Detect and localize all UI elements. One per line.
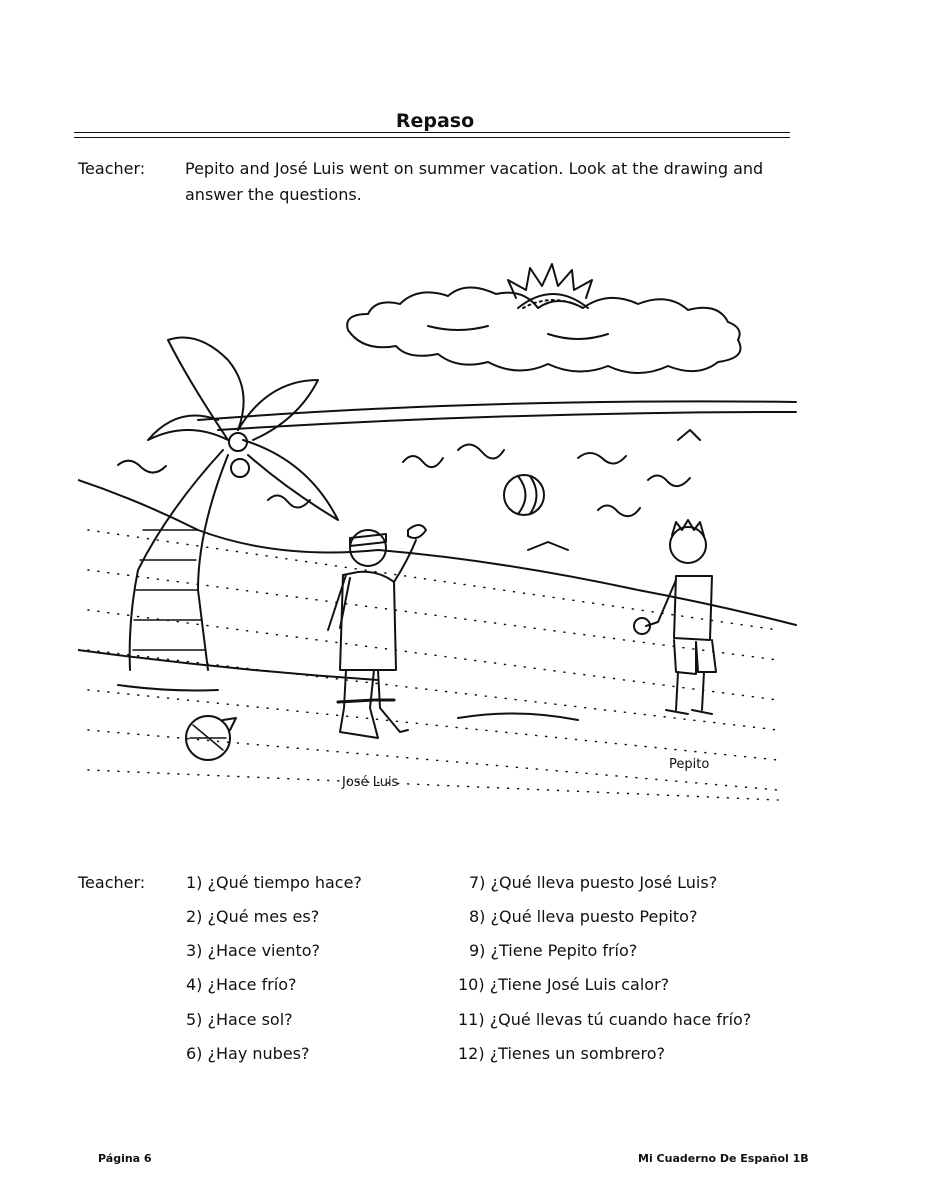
clouds [347, 287, 740, 373]
question-8: 8) ¿Qué lleva puesto Pepito? [469, 907, 698, 926]
beach-ball-icon [504, 475, 544, 515]
shark-fin-icon [678, 430, 700, 440]
question-10: 10) ¿Tiene José Luis calor? [458, 975, 670, 994]
intro-speaker: Teacher: [78, 159, 146, 178]
question-9: 9) ¿Tiene Pepito frío? [469, 941, 638, 960]
question-5: 5) ¿Hace sol? [186, 1010, 293, 1029]
jose-luis-figure [328, 525, 426, 738]
caption-jose-luis: José Luis [342, 775, 399, 790]
question-1: 1) ¿Qué tiempo hace? [186, 873, 362, 892]
question-11: 11) ¿Qué llevas tú cuando hace frío? [458, 1010, 752, 1029]
title-rule-bottom [74, 137, 790, 138]
beach-illustration [78, 230, 798, 810]
question-6: 6) ¿Hay nubes? [186, 1044, 310, 1063]
intro-text: Pepito and José Luis went on summer vacation. Look at the drawing and answer the questions. [185, 159, 764, 204]
ornament-ball-icon [186, 716, 236, 760]
pepito-figure [634, 520, 716, 714]
question-12: 12) ¿Tienes un sombrero? [458, 1044, 665, 1063]
question-7: 7) ¿Qué lleva puesto José Luis? [469, 873, 718, 892]
dune-line [78, 480, 796, 625]
question-3: 3) ¿Hace viento? [186, 941, 321, 960]
caption-pepito: Pepito [669, 757, 710, 772]
title-rule-top [74, 132, 790, 133]
footer-page-number: Página 6 [98, 1152, 152, 1165]
questions-speaker: Teacher: [78, 873, 146, 892]
question-2: 2) ¿Qué mes es? [186, 907, 320, 926]
page-title: Repaso [395, 110, 475, 132]
footer-book-title: Mi Cuaderno De Español 1B [638, 1152, 809, 1165]
question-4: 4) ¿Hace frío? [186, 975, 297, 994]
